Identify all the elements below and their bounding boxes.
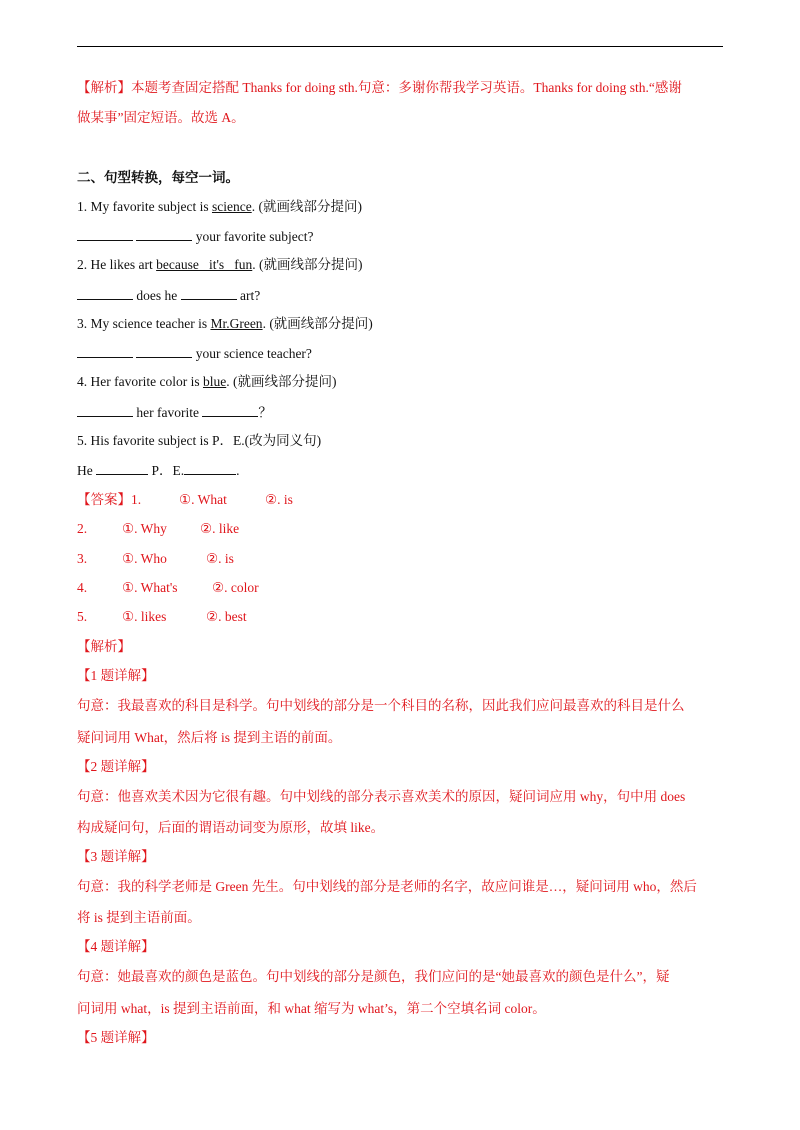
q1-blank-2[interactable] xyxy=(136,227,192,241)
question-2 xyxy=(77,256,363,274)
q5-blank-2[interactable] xyxy=(184,461,236,475)
question-5: 5. His favorite subject is P．E.(改为同义句) xyxy=(77,433,322,448)
detail-3-line-2: 将 is 提到主语前面。 xyxy=(77,910,201,925)
answer-3-a: ①. Who xyxy=(122,551,167,566)
answer-label: 【答案】1. xyxy=(77,492,142,507)
q1-prefix: 1. My favorite subject is xyxy=(77,199,212,214)
q4-underlined: blue xyxy=(202,374,227,389)
detail-4-line-2: 问词用 what，is 提到主语前面，和 what 缩写为 what’s，第二个空填名词 color。 xyxy=(77,1001,546,1016)
answer-2-a: ①. Why xyxy=(122,521,167,536)
prev-analysis-line-1: 【解析】本题考查固定搭配 Thanks for doing sth.句意：多谢你帮我学习英语。Thanks for doing sth.“感谢 xyxy=(77,80,682,95)
question-3 xyxy=(77,315,373,333)
answer-row-3 xyxy=(77,550,234,568)
q3-blank-1[interactable] xyxy=(77,344,133,358)
answer-1-a: ①. What xyxy=(179,492,227,507)
question-3-blanks xyxy=(77,344,312,363)
question-1-blanks xyxy=(77,227,313,246)
q3-line2-suffix: your science teacher? xyxy=(192,346,312,361)
answer-row-5 xyxy=(77,608,247,626)
prev-analysis-line-2: 做某事”固定短语。故选 A。 xyxy=(77,110,245,125)
q5-line2-prefix: He xyxy=(77,463,97,478)
q3-blank-2[interactable] xyxy=(136,344,192,358)
q1-blank-1[interactable] xyxy=(77,227,133,241)
question-4 xyxy=(77,373,336,391)
detail-1-line-2: 疑问词用 What，然后将 is 提到主语的前面。 xyxy=(77,730,342,745)
detail-5-title: 【5 题详解】 xyxy=(77,1030,155,1045)
q1-suffix: . (就画线部分提问) xyxy=(251,199,362,214)
answer-row-1 xyxy=(77,491,293,509)
q3-prefix: 3. My science teacher is xyxy=(77,316,211,331)
answer-row-2 xyxy=(77,520,239,538)
q2-suffix: . (就画线部分提问) xyxy=(252,257,363,272)
question-2-blanks xyxy=(77,286,260,305)
detail-4-line-1: 句意：她最喜欢的颜色是蓝色。句中划线的部分是颜色，我们应问的是“她最喜欢的颜色是什么”，疑 xyxy=(77,969,670,984)
q4-prefix: 4. Her favorite color is xyxy=(77,374,203,389)
question-5-blanks xyxy=(77,461,240,480)
q2-line2-suffix: art? xyxy=(236,288,261,303)
answer-row-4 xyxy=(77,579,259,597)
q4-line2-suffix: ？ xyxy=(258,405,272,420)
detail-4-title: 【4 题详解】 xyxy=(77,939,155,954)
q3-suffix: . (就画线部分提问) xyxy=(262,316,373,331)
detail-3-line-1: 句意：我的科学老师是 Green 先生。句中划线的部分是老师的名字，故应问谁是…，疑问词用 who，然后 xyxy=(77,879,697,894)
q5-line2-mid: P．E. xyxy=(148,463,185,478)
question-4-blanks xyxy=(77,403,272,422)
detail-2-line-2: 构成疑问句，后面的谓语动词变为原形，故填 like。 xyxy=(77,820,385,835)
explanation-label: 【解析】 xyxy=(77,639,131,654)
detail-1-line-1: 句意：我最喜欢的科目是科学。句中划线的部分是一个科目的名称，因此我们应问最喜欢的科目是什么 xyxy=(77,698,685,713)
q2-line2-mid: does he xyxy=(133,288,181,303)
detail-2-line-1: 句意：他喜欢美术因为它很有趣。句中划线的部分表示喜欢美术的原因，疑问词应用 why，句中用 does xyxy=(77,789,686,804)
q5-line2-suffix: . xyxy=(236,463,240,478)
q2-prefix: 2. He likes art xyxy=(77,257,157,272)
q4-line2-mid: her favorite xyxy=(133,405,203,420)
section-heading: 二、句型转换，每空一词。 xyxy=(77,170,239,185)
detail-2-title: 【2 题详解】 xyxy=(77,759,155,774)
q2-underlined: because it's fun xyxy=(156,257,253,272)
q2-blank-1[interactable] xyxy=(77,286,133,300)
q2-blank-2[interactable] xyxy=(181,286,237,300)
answer-5-b: ②. best xyxy=(206,609,247,624)
answer-5-a: ①. likes xyxy=(122,609,167,624)
q4-blank-2[interactable] xyxy=(202,403,258,417)
q1-line2-suffix: your favorite subject? xyxy=(192,229,314,244)
detail-3-title: 【3 题详解】 xyxy=(77,849,155,864)
q4-blank-1[interactable] xyxy=(77,403,133,417)
answer-4-a: ①. What's xyxy=(122,580,178,595)
detail-1-title: 【1 题详解】 xyxy=(77,668,155,683)
answer-4-num: 4. xyxy=(77,580,88,595)
answer-4-b: ②. color xyxy=(212,580,259,595)
q1-underlined: science xyxy=(211,199,252,214)
answer-1-b: ②. is xyxy=(265,492,293,507)
q3-underlined: Mr.Green xyxy=(210,316,263,331)
q5-blank-1[interactable] xyxy=(96,461,148,475)
answer-2-b: ②. like xyxy=(200,521,240,536)
question-1 xyxy=(77,198,362,216)
answer-5-num: 5. xyxy=(77,609,88,624)
q4-suffix: . (就画线部分提问) xyxy=(226,374,337,389)
header-rule xyxy=(77,46,723,47)
answer-2-num: 2. xyxy=(77,521,88,536)
answer-3-b: ②. is xyxy=(206,551,234,566)
answer-3-num: 3. xyxy=(77,551,88,566)
